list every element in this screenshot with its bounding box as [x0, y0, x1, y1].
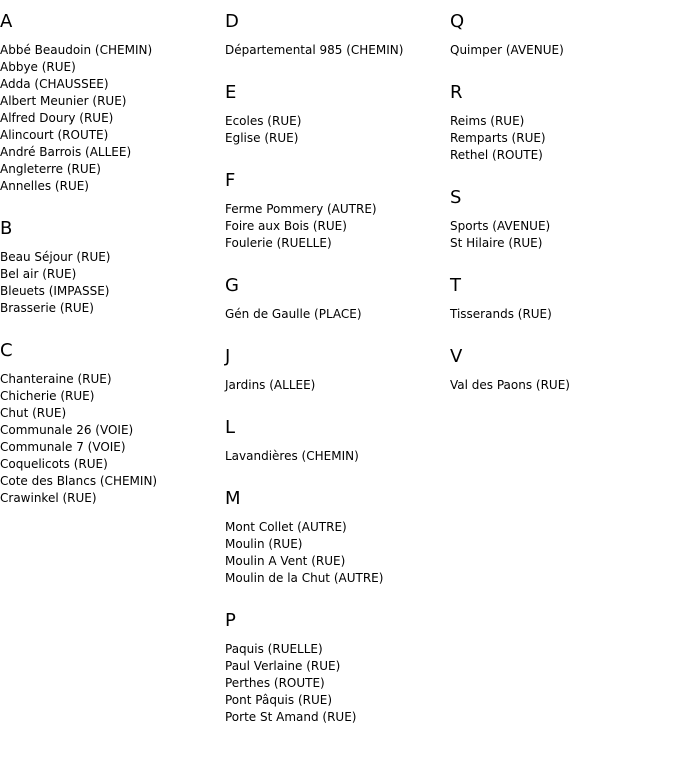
street-list: [225, 201, 450, 252]
letter-group: [450, 275, 675, 323]
street-item: Reims (RUE): [450, 114, 525, 128]
street-item: Ecoles (RUE): [225, 114, 302, 128]
street-list: [0, 249, 225, 317]
street-item: Moulin A Vent (RUE): [225, 554, 346, 568]
letter-heading: M: [225, 488, 241, 509]
street-list: [225, 377, 450, 394]
street-item: André Barrois (ALLEE): [0, 145, 132, 159]
street-item: Perthes (ROUTE): [225, 676, 325, 690]
street-list: [225, 113, 450, 147]
street-index: [0, 11, 675, 749]
street-item: Brasserie (RUE): [0, 301, 94, 315]
letter-group: [0, 11, 225, 195]
street-list: [450, 218, 675, 252]
street-item: Chanteraine (RUE): [0, 372, 112, 386]
letter-group: [450, 11, 675, 59]
street-item: Annelles (RUE): [0, 179, 89, 193]
street-item: Bel air (RUE): [0, 267, 77, 281]
street-item: Pont Pâquis (RUE): [225, 693, 333, 707]
street-item: Abbé Beaudoin (CHEMIN): [0, 43, 153, 57]
street-item: Gén de Gaulle (PLACE): [225, 307, 362, 321]
street-item: Foire aux Bois (RUE): [225, 219, 347, 233]
letter-group: [225, 275, 450, 323]
street-item: Porte St Amand (RUE): [225, 710, 357, 724]
street-item: Mont Collet (AUTRE): [225, 520, 347, 534]
street-list: [450, 306, 675, 323]
letter-heading: L: [225, 417, 236, 438]
letter-heading: G: [225, 275, 239, 296]
street-item: Bleuets (IMPASSE): [0, 284, 110, 298]
letter-heading: V: [450, 346, 463, 367]
letter-group: [0, 218, 225, 317]
street-item: Alfred Doury (RUE): [0, 111, 114, 125]
letter-heading: F: [225, 170, 236, 191]
letter-group: [225, 417, 450, 465]
street-item: Cote des Blancs (CHEMIN): [0, 474, 158, 488]
street-item: Val des Paons (RUE): [450, 378, 570, 392]
street-item: Chut (RUE): [0, 406, 67, 420]
street-item: St Hilaire (RUE): [450, 236, 543, 250]
street-item: Chicherie (RUE): [0, 389, 95, 403]
letter-heading: S: [450, 187, 462, 208]
street-item: Coquelicots (RUE): [0, 457, 108, 471]
street-item: Abbye (RUE): [0, 60, 76, 74]
street-item: Crawinkel (RUE): [0, 491, 97, 505]
letter-group: [225, 346, 450, 394]
street-item: Beau Séjour (RUE): [0, 250, 111, 264]
street-item: Foulerie (RUELLE): [225, 236, 332, 250]
letter-heading: T: [450, 275, 461, 296]
index-column: [0, 11, 225, 749]
street-item: Sports (AVENUE): [450, 219, 551, 233]
letter-group: [225, 488, 450, 587]
street-list: [225, 306, 450, 323]
street-item: Départemental 985 (CHEMIN): [225, 43, 404, 57]
street-list: [450, 377, 675, 394]
letter-group: [0, 340, 225, 507]
street-item: Paquis (RUELLE): [225, 642, 323, 656]
street-list: [225, 42, 450, 59]
street-item: Paul Verlaine (RUE): [225, 659, 341, 673]
letter-heading: C: [0, 340, 13, 361]
street-item: Rethel (ROUTE): [450, 148, 543, 162]
street-item: Remparts (RUE): [450, 131, 546, 145]
street-item: Adda (CHAUSSEE): [0, 77, 109, 91]
letter-group: [225, 82, 450, 147]
letter-group: [225, 11, 450, 59]
street-item: Albert Meunier (RUE): [0, 94, 127, 108]
street-item: Moulin (RUE): [225, 537, 303, 551]
letter-heading: P: [225, 610, 236, 631]
letter-heading: B: [0, 218, 13, 239]
letter-heading: R: [450, 82, 463, 103]
street-item: Moulin de la Chut (AUTRE): [225, 571, 384, 585]
street-item: Angleterre (RUE): [0, 162, 101, 176]
street-item: Ferme Pommery (AUTRE): [225, 202, 377, 216]
street-list: [225, 448, 450, 465]
letter-group: [450, 82, 675, 164]
letter-group: [450, 187, 675, 252]
letter-group: [450, 346, 675, 394]
street-list: [225, 641, 450, 726]
street-list: [0, 371, 225, 507]
letter-group: [225, 610, 450, 726]
street-item: Communale 7 (VOIE): [0, 440, 126, 454]
index-column: [450, 11, 675, 749]
index-column: [225, 11, 450, 749]
street-item: Jardins (ALLEE): [225, 378, 316, 392]
street-list: [450, 113, 675, 164]
street-item: Alincourt (ROUTE): [0, 128, 109, 142]
letter-heading: D: [225, 11, 239, 32]
letter-heading: Q: [450, 11, 465, 32]
letter-heading: J: [225, 346, 231, 367]
letter-heading: E: [225, 82, 237, 103]
street-item: Eglise (RUE): [225, 131, 299, 145]
letter-group: [225, 170, 450, 252]
letter-heading: A: [0, 11, 13, 32]
street-item: Quimper (AVENUE): [450, 43, 564, 57]
street-item: Lavandières (CHEMIN): [225, 449, 359, 463]
street-list: [450, 42, 675, 59]
street-item: Tisserands (RUE): [450, 307, 552, 321]
street-item: Communale 26 (VOIE): [0, 423, 134, 437]
street-list: [225, 519, 450, 587]
street-list: [0, 42, 225, 195]
